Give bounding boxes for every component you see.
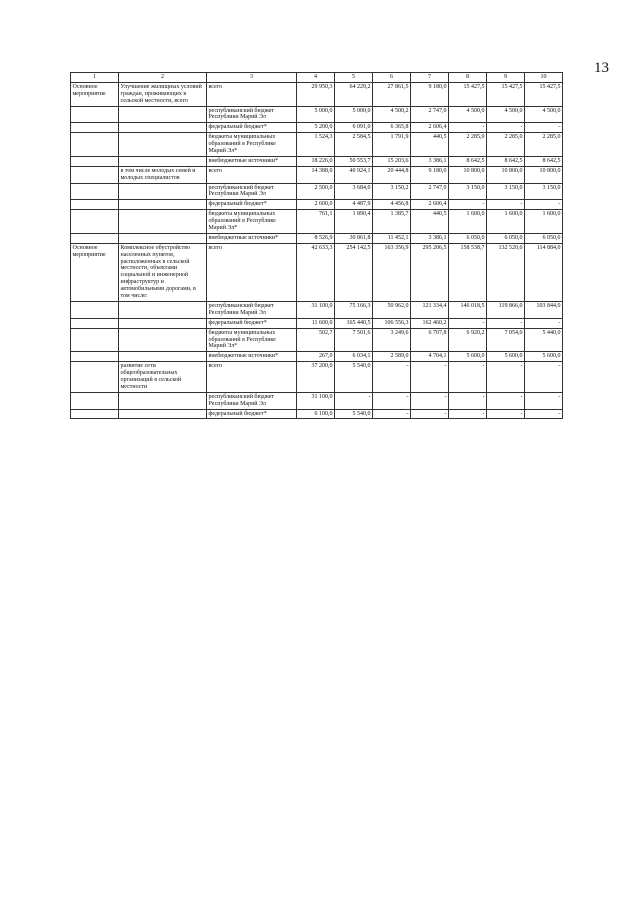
table-row [71, 133, 563, 157]
amount-cell: - [525, 123, 563, 133]
amount-cell: 6 091,0 [335, 123, 373, 133]
event-name-cell [119, 210, 207, 234]
amount-cell: 1 600,0 [525, 210, 563, 234]
table-row [71, 409, 563, 419]
amount-cell: 15 203,6 [373, 156, 411, 166]
amount-cell: 2 500,0 [297, 183, 335, 200]
amount-cell: 8 642,5 [487, 156, 525, 166]
amount-cell: 7 501,6 [335, 328, 373, 352]
funding-source-cell: бюджеты муниципальных образований в Республике Марий Эл* [207, 328, 297, 352]
amount-cell: 146 018,5 [449, 301, 487, 318]
amount-cell: 254 142,5 [335, 243, 373, 301]
amount-cell: 8 526,9 [297, 233, 335, 243]
event-name-cell: Комплексное обустройство населенных пунктов, расположенных в сельской местности, объектами социальной и инженерной инфраструктур и автомобильными дорогами, в том числе: [119, 243, 207, 301]
amount-cell: 2 600,0 [297, 200, 335, 210]
amount-cell: 1 524,3 [297, 133, 335, 157]
amount-cell: 3 386,1 [411, 156, 449, 166]
table-row [71, 243, 563, 301]
amount-cell: 2 606,4 [411, 123, 449, 133]
amount-cell: - [449, 318, 487, 328]
event-type-cell [71, 409, 119, 419]
amount-cell: - [487, 123, 525, 133]
amount-cell: - [525, 409, 563, 419]
amount-cell: - [487, 392, 525, 409]
amount-cell: - [449, 362, 487, 393]
column-number: 2 [119, 73, 207, 83]
amount-cell: 121 334,4 [411, 301, 449, 318]
amount-cell: 5 600,0 [449, 352, 487, 362]
column-number: 5 [335, 73, 373, 83]
event-type-cell [71, 200, 119, 210]
amount-cell: 4 500,0 [449, 106, 487, 123]
column-number: 6 [373, 73, 411, 83]
amount-cell: 4 704,1 [411, 352, 449, 362]
amount-cell: - [525, 318, 563, 328]
amount-cell: 6 365,8 [373, 123, 411, 133]
amount-cell: 9 180,0 [411, 166, 449, 183]
budget-table-wrapper [70, 72, 570, 872]
column-number: 9 [487, 73, 525, 83]
event-name-cell [119, 352, 207, 362]
funding-source-cell: федеральный бюджет* [207, 200, 297, 210]
amount-cell: 6 050,0 [487, 233, 525, 243]
funding-source-cell: внебюджетные источники* [207, 233, 297, 243]
column-number: 10 [525, 73, 563, 83]
amount-cell: 163 356,9 [373, 243, 411, 301]
amount-cell: 5 540,0 [335, 409, 373, 419]
amount-cell: 3 249,6 [373, 328, 411, 352]
amount-cell: - [373, 392, 411, 409]
column-number: 8 [449, 73, 487, 83]
amount-cell: 2 584,5 [335, 133, 373, 157]
amount-cell: 3 684,0 [335, 183, 373, 200]
table-row [71, 123, 563, 133]
amount-cell: 2 285,0 [487, 133, 525, 157]
event-type-cell [71, 301, 119, 318]
amount-cell: - [373, 409, 411, 419]
event-type-cell [71, 133, 119, 157]
event-type-cell [71, 156, 119, 166]
table-row [71, 106, 563, 123]
column-number: 1 [71, 73, 119, 83]
amount-cell: 11 452,1 [373, 233, 411, 243]
table-row [71, 352, 563, 362]
amount-cell: - [411, 362, 449, 393]
amount-cell: - [411, 392, 449, 409]
amount-cell: 31 100,0 [297, 301, 335, 318]
amount-cell: 158 538,7 [449, 243, 487, 301]
amount-cell: 9 180,0 [411, 82, 449, 106]
table-row [71, 328, 563, 352]
amount-cell: 2 285,0 [525, 133, 563, 157]
amount-cell: - [335, 392, 373, 409]
amount-cell: 165 440,5 [335, 318, 373, 328]
funding-source-cell: внебюджетные источники* [207, 156, 297, 166]
amount-cell: 761,1 [297, 210, 335, 234]
event-name-cell [119, 328, 207, 352]
amount-cell: 10 800,0 [487, 166, 525, 183]
column-number-header [71, 73, 563, 83]
amount-cell: - [487, 409, 525, 419]
amount-cell: 162 460,2 [411, 318, 449, 328]
event-type-cell [71, 328, 119, 352]
funding-source-cell: бюджеты муниципальных образований в Республике Марий Эл* [207, 133, 297, 157]
event-name-cell [119, 409, 207, 419]
amount-cell: 5 600,0 [525, 352, 563, 362]
amount-cell: 103 844,0 [525, 301, 563, 318]
table-row [71, 183, 563, 200]
amount-cell: 11 600,0 [297, 318, 335, 328]
amount-cell: 15 427,5 [449, 82, 487, 106]
table-row [71, 82, 563, 106]
budget-table [70, 72, 563, 419]
amount-cell: 30 861,8 [335, 233, 373, 243]
amount-cell: 2 747,0 [411, 183, 449, 200]
amount-cell: 50 553,7 [335, 156, 373, 166]
amount-cell: 4 487,9 [335, 200, 373, 210]
funding-source-cell: республиканский бюджет Республики Марий Эл [207, 183, 297, 200]
amount-cell: 20 444,8 [373, 166, 411, 183]
amount-cell: 6 920,2 [449, 328, 487, 352]
event-type-cell [71, 352, 119, 362]
column-number: 4 [297, 73, 335, 83]
amount-cell: 7 054,0 [487, 328, 525, 352]
amount-cell: 14 388,0 [297, 166, 335, 183]
amount-cell: 3 150,2 [373, 183, 411, 200]
event-name-cell [119, 301, 207, 318]
funding-source-cell: республиканский бюджет Республики Марий Эл [207, 392, 297, 409]
amount-cell: - [525, 200, 563, 210]
event-name-cell: Улучшение жилищных условий граждан, проживающих в сельской местности, всего [119, 82, 207, 106]
amount-cell: 1 385,7 [373, 210, 411, 234]
amount-cell: 4 456,8 [373, 200, 411, 210]
funding-source-cell: всего [207, 166, 297, 183]
amount-cell: - [449, 123, 487, 133]
amount-cell: 440,5 [411, 133, 449, 157]
amount-cell: 295 206,5 [411, 243, 449, 301]
funding-source-cell: бюджеты муниципальных образований в Республике Марий Эл* [207, 210, 297, 234]
event-name-cell [119, 233, 207, 243]
amount-cell: - [449, 200, 487, 210]
amount-cell: 75 166,3 [335, 301, 373, 318]
event-name-cell [119, 123, 207, 133]
amount-cell: 267,0 [297, 352, 335, 362]
table-row [71, 362, 563, 393]
amount-cell: 6 100,0 [297, 409, 335, 419]
column-number: 3 [207, 73, 297, 83]
amount-cell: 18 226,0 [297, 156, 335, 166]
amount-cell: 31 100,0 [297, 392, 335, 409]
event-name-cell: развитие сети общеобразовательных организаций в сельской местности [119, 362, 207, 393]
amount-cell: 2 285,0 [449, 133, 487, 157]
funding-source-cell: всего [207, 243, 297, 301]
amount-cell: - [411, 409, 449, 419]
table-row [71, 392, 563, 409]
amount-cell: - [487, 200, 525, 210]
funding-source-cell: федеральный бюджет* [207, 318, 297, 328]
amount-cell: 6 050,0 [525, 233, 563, 243]
event-type-cell [71, 123, 119, 133]
event-type-cell [71, 166, 119, 183]
amount-cell: 119 866,0 [487, 301, 525, 318]
funding-source-cell: республиканский бюджет Республики Марий Эл [207, 106, 297, 123]
funding-source-cell: федеральный бюджет* [207, 123, 297, 133]
amount-cell: 1 890,4 [335, 210, 373, 234]
page-number: 13 [594, 60, 609, 76]
amount-cell: 5 600,0 [487, 352, 525, 362]
amount-cell: 5 000,0 [335, 106, 373, 123]
amount-cell: 3 150,0 [449, 183, 487, 200]
amount-cell: 15 427,5 [487, 82, 525, 106]
amount-cell: 3 386,1 [411, 233, 449, 243]
amount-cell: - [487, 362, 525, 393]
event-name-cell [119, 106, 207, 123]
table-row [71, 210, 563, 234]
amount-cell: 37 200,0 [297, 362, 335, 393]
amount-cell: 2 747,0 [411, 106, 449, 123]
amount-cell: 6 707,8 [411, 328, 449, 352]
table-row [71, 200, 563, 210]
funding-source-cell: федеральный бюджет* [207, 409, 297, 419]
amount-cell: 15 427,5 [525, 82, 563, 106]
event-type-cell [71, 362, 119, 393]
table-body [71, 82, 563, 419]
amount-cell: 440,5 [411, 210, 449, 234]
amount-cell: 5 000,0 [297, 106, 335, 123]
event-type-cell [71, 210, 119, 234]
event-type-cell [71, 392, 119, 409]
table-row [71, 156, 563, 166]
amount-cell: 4 500,2 [373, 106, 411, 123]
amount-cell: - [449, 409, 487, 419]
amount-cell: 502,7 [297, 328, 335, 352]
amount-cell: 2 589,0 [373, 352, 411, 362]
amount-cell: 50 962,0 [373, 301, 411, 318]
amount-cell: 8 642,5 [449, 156, 487, 166]
amount-cell: 106 556,3 [373, 318, 411, 328]
amount-cell: - [525, 392, 563, 409]
table-row [71, 233, 563, 243]
table-row [71, 166, 563, 183]
event-type-cell [71, 183, 119, 200]
funding-source-cell: всего [207, 362, 297, 393]
amount-cell: 40 924,1 [335, 166, 373, 183]
amount-cell: 29 950,3 [297, 82, 335, 106]
amount-cell: 1 600,0 [487, 210, 525, 234]
column-number: 7 [411, 73, 449, 83]
table-row [71, 318, 563, 328]
event-name-cell [119, 156, 207, 166]
amount-cell: 10 800,0 [525, 166, 563, 183]
amount-cell: 6 034,1 [335, 352, 373, 362]
amount-cell: - [487, 318, 525, 328]
amount-cell: 3 150,0 [487, 183, 525, 200]
event-name-cell [119, 183, 207, 200]
amount-cell: 42 633,3 [297, 243, 335, 301]
event-name-cell: в том числе молодых семей и молодых специалистов [119, 166, 207, 183]
event-type-cell [71, 106, 119, 123]
amount-cell: 4 500,0 [525, 106, 563, 123]
event-type-cell: Основное мероприятие [71, 82, 119, 106]
amount-cell: 2 606,4 [411, 200, 449, 210]
event-type-cell: Основное мероприятие [71, 243, 119, 301]
amount-cell: 5 440,0 [525, 328, 563, 352]
amount-cell: 5 540,0 [335, 362, 373, 393]
amount-cell: 132 520,0 [487, 243, 525, 301]
event-name-cell [119, 392, 207, 409]
amount-cell: 27 861,5 [373, 82, 411, 106]
funding-source-cell: внебюджетные источники* [207, 352, 297, 362]
amount-cell: - [449, 392, 487, 409]
funding-source-cell: республиканский бюджет Республики Марий Эл [207, 301, 297, 318]
event-name-cell [119, 200, 207, 210]
amount-cell: 8 642,5 [525, 156, 563, 166]
amount-cell: 10 800,0 [449, 166, 487, 183]
amount-cell: 1 791,9 [373, 133, 411, 157]
table-row [71, 301, 563, 318]
funding-source-cell: всего [207, 82, 297, 106]
event-type-cell [71, 233, 119, 243]
amount-cell: 1 600,0 [449, 210, 487, 234]
amount-cell: 5 200,0 [297, 123, 335, 133]
amount-cell: 64 229,2 [335, 82, 373, 106]
amount-cell: 3 150,0 [525, 183, 563, 200]
amount-cell: 4 500,0 [487, 106, 525, 123]
amount-cell: 114 884,0 [525, 243, 563, 301]
amount-cell: - [373, 362, 411, 393]
event-name-cell [119, 133, 207, 157]
event-type-cell [71, 318, 119, 328]
amount-cell: - [525, 362, 563, 393]
event-name-cell [119, 318, 207, 328]
amount-cell: 6 050,0 [449, 233, 487, 243]
